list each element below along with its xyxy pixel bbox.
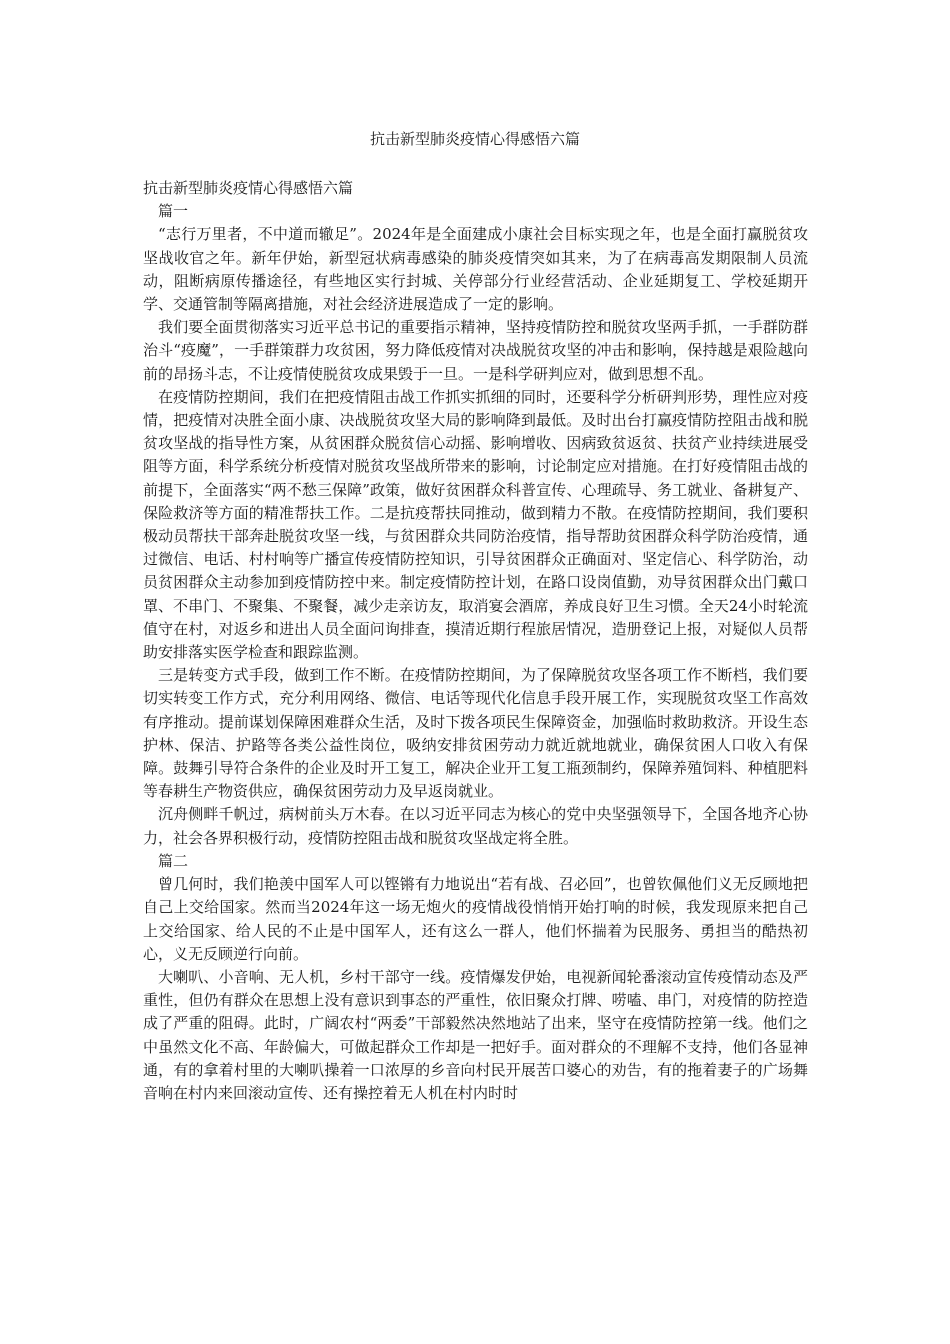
section-heading: 篇二 — [158, 851, 189, 870]
paragraph: “志行万里者，不中道而辙足”。2024年是全面建成小康社会目标实现之年，也是全面打赢脱贫攻坚战收官之年。新年伊始，新型冠状病毒感染的肺炎疫情突如其来，为了在病毒高发期限制人员流动，阻断病原传播途径，有些地区实行封城、关停部分行业经营活动、企业延期复工、学校延期开学、交通管制等隔离措施，对社会经济进展造成了一定的影响。 — [143, 225, 808, 314]
paragraph: 大喇叭、小音响、无人机，乡村干部守一线。疫情爆发伊始，电视新闻轮番滚动宣传疫情动态及严重性，但仍有群众在思想上没有意识到事态的严重性，依旧聚众打牌、唠嗑、串门，对疫情的防控造成了严重的阻碍。此时，广阔农村“两委”干部毅然决然地站了出来，坚守在疫情防控第一线。他们之中虽然文化不高、年龄偏大，可做起群众工作却是一把好手。面对群众的不理解不支持，他们各显神通，有的拿着村里的大喇叭操着一口浓厚的乡音向村民开展苦口婆心的劝告，有的拖着妻子的广场舞音响在村内来回滚动宣传、还有操控着无人机在村内时时 — [143, 967, 808, 1102]
document-title: 抗击新型肺炎疫情心得感悟六篇 — [369, 130, 580, 148]
paragraph: 三是转变方式手段，做到工作不断。在疫情防控期间，为了保障脱贫攻坚各项工作不断档，我们要切实转变工作方式，充分利用网络、微信、电话等现代化信息手段开展工作，实现脱贫攻坚工作高效有序推动。提前谋划保障困难群众生活，及时下拨各项民生保障资金，加强临时救助救济。开设生态护林、保洁、护路等各类公益性岗位，吸纳安排贫困劳动力就近就地就业，确保贫困人口收入有保障。鼓舞引导符合条件的企业及时开工复工，解决企业开工复工瓶颈制约，保障养殖饲料、种植肥料等春耕生产物资供应，确保贫困劳动力及早返岗就业。 — [143, 666, 808, 801]
document-subtitle: 抗击新型肺炎疫情心得感悟六篇 — [143, 179, 354, 197]
document-body — [143, 177, 808, 1105]
paragraph: 曾几何时，我们艳羡中国军人可以铿锵有力地说出“若有战、召必回”，也曾钦佩他们义无反顾地把自己上交给国家。然而当2024年这一场无炮火的疫情战役悄悄开始打响的时候，我发现原来把自己上交给国家、给人民的不止是中国军人，还有这么一群人，他们怀揣着为民服务、勇担当的酷热初心，义无反顾逆行向前。 — [143, 875, 808, 963]
paragraph: 在疫情防控期间，我们在把疫情阻击战工作抓实抓细的同时，还要科学分析研判形势，理性应对疫情，把疫情对决胜全面小康、决战脱贫攻坚大局的影响降到最低。及时出台打赢疫情防控阻击战和脱贫攻坚战的指导性方案，从贫困群众脱贫信心动摇、影响增收、因病致贫返贫、扶贫产业持续进展受阻等方面，科学系统分析疫情对脱贫攻坚战所带来的影响，讨论制定应对措施。在打好疫情阻击战的前提下，全面落实“两不愁三保障”政策，做好贫困群众科普宣传、心理疏导、务工就业、备耕复产、保险救济等方面的精准帮扶工作。二是抗疫帮扶同推动，做到精力不散。在疫情防控期间，我们要积极动员帮扶干部奔赴脱贫攻坚一线，与贫困群众共同防治疫情，指导帮助贫困群众科学防治疫情，通过微信、电话、村村响等广播宣传疫情防控知识，引导贫困群众正确面对、坚定信心、科学防治，动员贫困群众主动参加到疫情防控中来。制定疫情防控计划，在路口设岗值勤，劝导贫困群众出门戴口罩、不串门、不聚集、不聚餐，减少走亲访友，取消宴会酒席，养成良好卫生习惯。全天24小时轮流值守在村，对返乡和进出人员全面问询排查，摸清近期行程旅居情况，造册登记上报，对疑似人员帮助安排落实医学检查和跟踪监测。 — [143, 387, 808, 662]
paragraph: 沉舟侧畔千帆过，病树前头万木春。在以习近平同志为核心的党中央坚强领导下，全国各地齐心协力，社会各界积极行动，疫情防控阻击战和脱贫攻坚战定将全胜。 — [143, 805, 808, 847]
section-heading: 篇一 — [158, 202, 189, 221]
paragraph: 我们要全面贯彻落实习近平总书记的重要指示精神，坚持疫情防控和脱贫攻坚两手抓，一手群防群治斗“疫魔”，一手群策群力攻贫困，努力降低疫情对决战脱贫攻坚的冲击和影响，保持越是艰险越向前的昂扬斗志，不让疫情使脱贫攻成果毁于一旦。一是科学研判应对，做到思想不乱。 — [143, 318, 808, 383]
